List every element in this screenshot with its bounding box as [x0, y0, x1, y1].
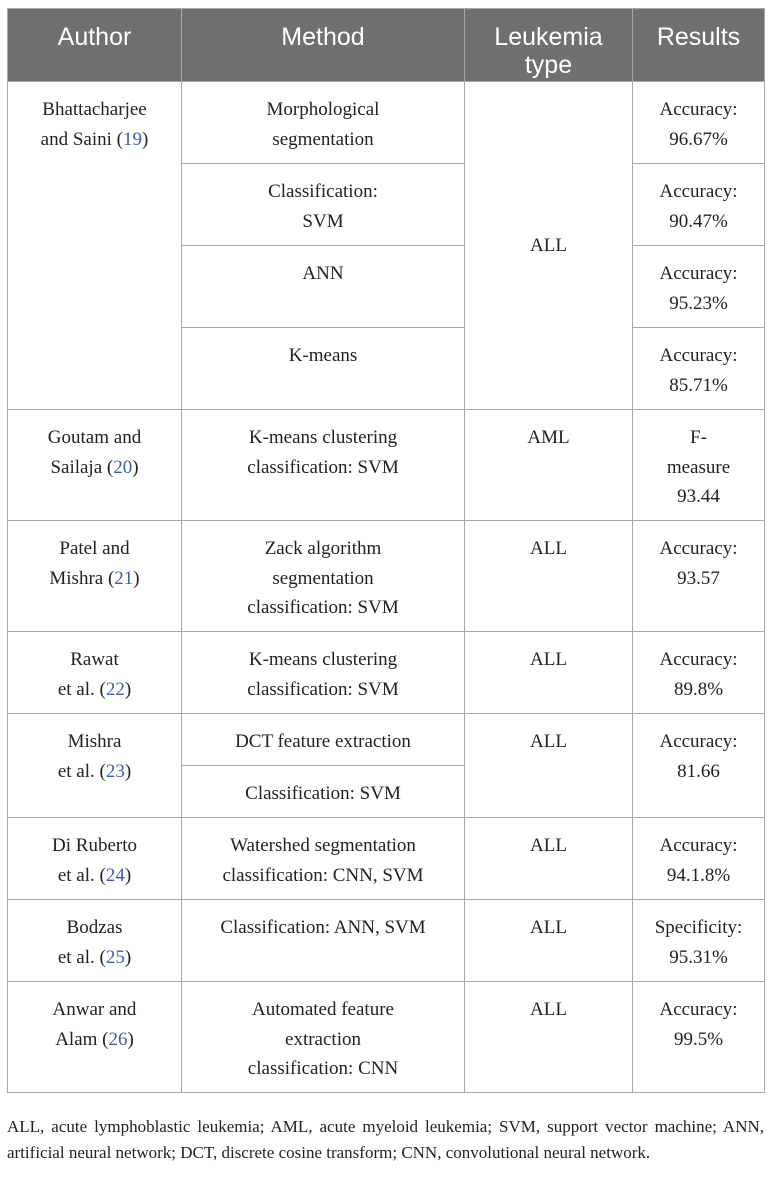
table-row: [8, 632, 765, 714]
table-row: [8, 521, 765, 632]
reference-link[interactable]: 26: [108, 1028, 128, 1050]
author-cell: Mishra et al. (23): [8, 714, 182, 818]
result-cell: F- measure 93.44: [633, 410, 765, 521]
header-leukemia-type: Leukemia type: [465, 9, 633, 82]
method-cell: DCT feature extraction: [182, 714, 465, 766]
method-cell: Classification: ANN, SVM: [182, 900, 465, 982]
leukemia-methods-table: [7, 8, 765, 1093]
result-cell: Accuracy: 93.57: [633, 521, 765, 632]
leukemia-type-cell: ALL: [465, 982, 633, 1093]
method-cell: K-means clustering classification: SVM: [182, 410, 465, 521]
table-row: [8, 982, 765, 1093]
header-row: [8, 9, 765, 82]
method-cell: Automated feature extraction classification: CNN: [182, 982, 465, 1093]
author-cell: Goutam and Sailaja (20): [8, 410, 182, 521]
table-row: [8, 818, 765, 900]
result-cell: Accuracy: 96.67%: [633, 82, 765, 164]
result-cell: Accuracy: 90.47%: [633, 164, 765, 246]
header-author: Author: [8, 9, 182, 82]
table-row: [8, 900, 765, 982]
reference-link[interactable]: 21: [114, 567, 134, 589]
table-row: [8, 714, 765, 766]
result-cell: Accuracy: 81.66: [633, 714, 765, 818]
table-row: [8, 82, 765, 164]
method-cell: Zack algorithm segmentation classification: SVM: [182, 521, 465, 632]
header-method: Method: [182, 9, 465, 82]
result-cell: Accuracy: 85.71%: [633, 328, 765, 410]
method-cell: Morphological segmentation: [182, 82, 465, 164]
header-results: Results: [633, 9, 765, 82]
leukemia-type-cell: ALL: [465, 714, 633, 818]
result-cell: Accuracy: 99.5%: [633, 982, 765, 1093]
leukemia-type-cell: ALL: [465, 632, 633, 714]
table-row: [8, 410, 765, 521]
author-cell: Bodzas et al. (25): [8, 900, 182, 982]
reference-link[interactable]: 20: [113, 456, 133, 478]
method-cell: Classification: SVM: [182, 164, 465, 246]
table-footnote: ALL, acute lymphoblastic leukemia; AML, acute myeloid leukemia; SVM, support vector machine; ANN, artificial neural network; DCT, discrete cosine transform; CNN, convolutional neural network.: [7, 1117, 764, 1162]
method-cell: K-means clustering classification: SVM: [182, 632, 465, 714]
method-cell: K-means: [182, 328, 465, 410]
leukemia-type-cell: AML: [465, 410, 633, 521]
author-cell: Di Ruberto et al. (24): [8, 818, 182, 900]
reference-link[interactable]: 22: [105, 678, 125, 700]
result-cell: Accuracy: 89.8%: [633, 632, 765, 714]
result-cell: Specificity: 95.31%: [633, 900, 765, 982]
reference-link[interactable]: 19: [123, 128, 142, 150]
reference-link[interactable]: 25: [105, 946, 125, 968]
author-cell: Patel and Mishra (21): [8, 521, 182, 632]
result-cell: Accuracy: 94.1.8%: [633, 818, 765, 900]
leukemia-type-cell: ALL: [465, 521, 633, 632]
author-cell: Rawat et al. (22): [8, 632, 182, 714]
method-cell: Classification: SVM: [182, 766, 465, 818]
result-cell: Accuracy: 95.23%: [633, 246, 765, 328]
reference-link[interactable]: 24: [105, 864, 125, 886]
method-cell: Watershed segmentation classification: CNN, SVM: [182, 818, 465, 900]
reference-link[interactable]: 23: [105, 760, 125, 782]
author-cell: Anwar and Alam (26): [8, 982, 182, 1093]
method-cell: ANN: [182, 246, 465, 328]
author-cell: Bhattacharjee and Saini (19): [8, 82, 182, 410]
leukemia-type-cell: ALL: [465, 82, 633, 410]
leukemia-type-cell: ALL: [465, 818, 633, 900]
leukemia-type-cell: ALL: [465, 900, 633, 982]
